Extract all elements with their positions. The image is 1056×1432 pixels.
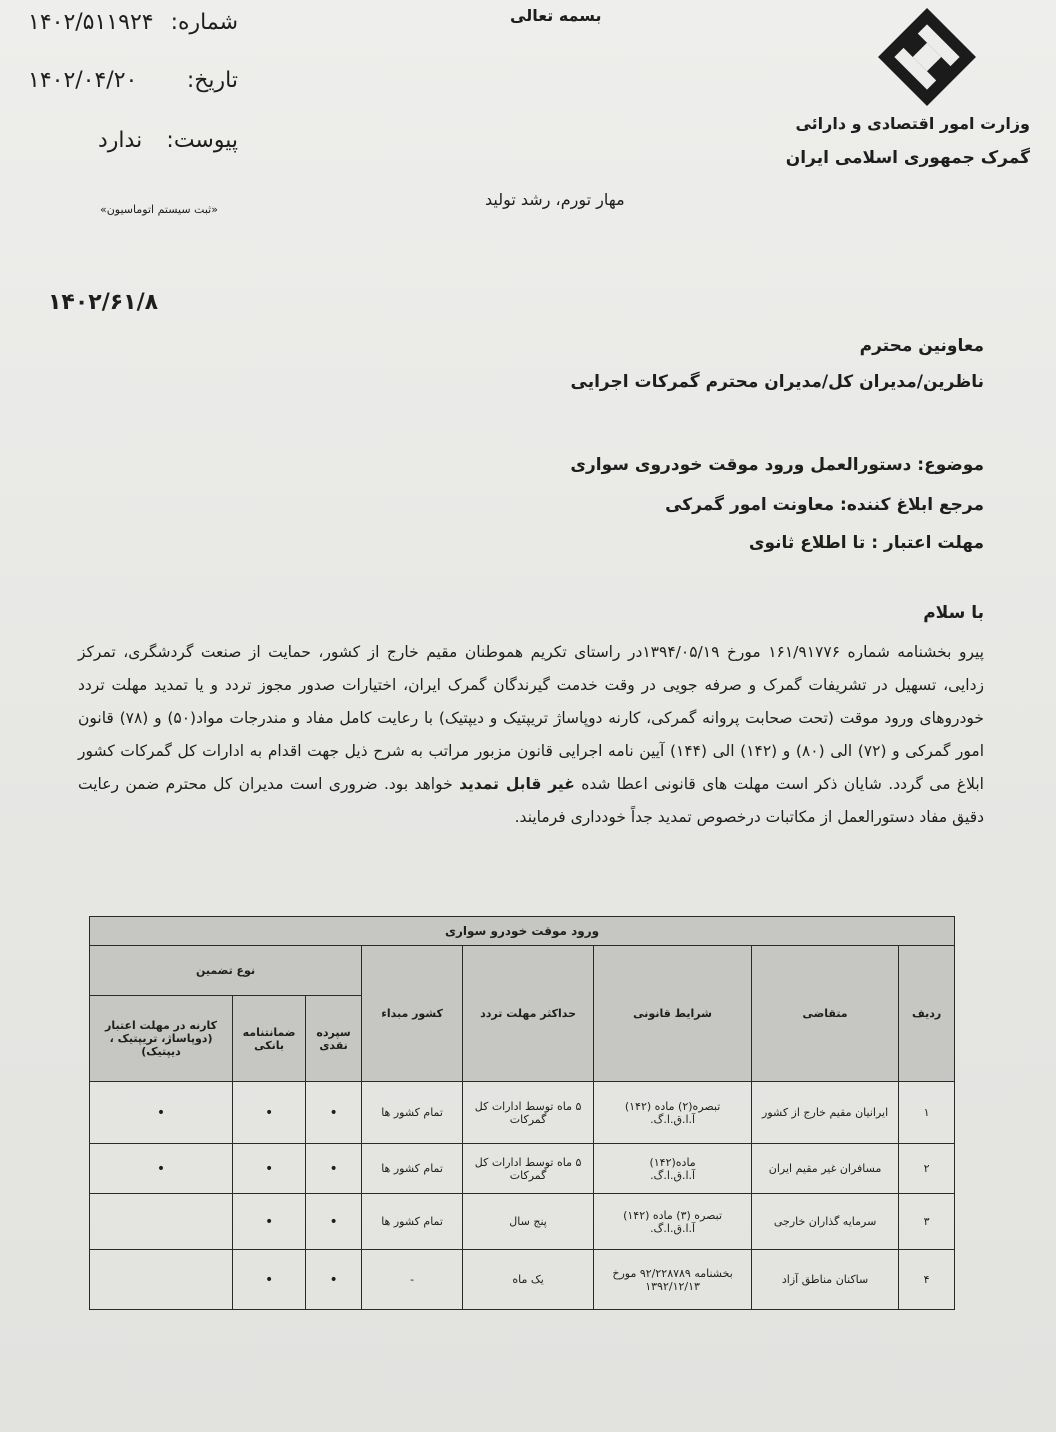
body-text-part-2: خواهد بود. ضروری است مدیران کل محترم ضمن رعایت دقیق مفاد دستورالعمل از مکاتبات درخصوص تمدید جداً خودداری فرمایند. xyxy=(78,775,984,826)
header-bank: ضمانتنامه بانکی xyxy=(233,996,306,1082)
header-row-number: ردیف xyxy=(899,946,955,1082)
cell-number: ۴ xyxy=(899,1250,955,1310)
greeting: با سلام xyxy=(923,603,984,623)
cell-cash: • xyxy=(306,1144,362,1194)
header-carnet: کارنه در مهلت اعتبار (دوپاساژ، تریپتیک ، دیپتیک) xyxy=(90,996,233,1082)
ministry-name: وزارت امور اقتصادی و دارائی xyxy=(795,114,1030,133)
automation-note: «ثبت سیستم اتوماسیون» xyxy=(100,203,218,216)
basmala: بسمه تعالی xyxy=(510,6,602,25)
cell-carnet: • xyxy=(90,1082,233,1144)
subject-line: موضوع: دستورالعمل ورود موقت خودروی سواری xyxy=(570,455,984,475)
cell-origin: تمام کشور ها xyxy=(362,1144,463,1194)
legal-line-2: آ.ا.ق.ا.گ. xyxy=(650,1168,696,1182)
legal-line-1: تبصره (۳) ماده (۱۴۲) xyxy=(623,1208,723,1222)
recipient-line-1: معاونین محترم xyxy=(859,336,984,356)
date-label: تاریخ: xyxy=(186,68,238,93)
body-text-bold: غیر قابل تمدید xyxy=(459,775,575,793)
handwritten-date: ۱۴۰۲/۶۱/۸ xyxy=(48,290,159,315)
cell-applicant: ایرانیان مقیم خارج از کشور xyxy=(752,1082,899,1144)
cell-applicant: مسافران غیر مقیم ایران xyxy=(752,1144,899,1194)
attachment-field xyxy=(28,128,238,160)
attachment-value: ندارد xyxy=(98,128,143,153)
cell-period: یک ماه xyxy=(463,1250,594,1310)
customs-name: گمرک جمهوری اسلامی ایران xyxy=(785,148,1030,168)
recipient-line-2: ناظرین/مدیران کل/مدیران محترم گمرکات اجرایی xyxy=(570,372,984,392)
cell-applicant: ساکنان مناطق آزاد xyxy=(752,1250,899,1310)
header-origin: کشور مبداء xyxy=(362,946,463,1082)
date-value: ۱۴۰۲/۰۴/۲۰ xyxy=(28,68,138,93)
number-label: شماره: xyxy=(170,10,238,35)
date-field xyxy=(28,68,238,100)
cell-legal xyxy=(594,1194,752,1250)
cell-period: ۵ ماه توسط ادارات کل گمرکات xyxy=(463,1082,594,1144)
cell-carnet xyxy=(90,1194,233,1250)
cell-cash: • xyxy=(306,1250,362,1310)
issuer-line: مرجع ابلاغ کننده: معاونت امور گمرکی xyxy=(665,495,984,515)
cell-cash: • xyxy=(306,1082,362,1144)
cell-bank: • xyxy=(233,1082,306,1144)
body-text-part-1: پیرو بخشنامه شماره ۱۶۱/۹۱۷۷۶ مورخ ۱۳۹۴/۰۵/۱۹در راستای تکریم هموطنان مقیم خارج از کشور، حمایت از صنعت گردشگری، تمرکز زدایی، تسهیل در تشریفات گمرک و صرفه جویی در وقت خدمت گیرندگان گمرک ایران، اختیارات صدور مجوز تردد و یا تمدید مهلت تردد خودروهای ورود موقت (تحت صحابت پروانه گمرکی، کارنه دوپاساژ تریپتیک و دیپتیک) با رعایت کامل مفاد و مندرجات مواد(۵۰) و (۷۸) قانون امور گمرکی و (۷۲) الی (۸۰) و (۱۴۲) الی (۱۴۴) آیین نامه اجرایی قانون مزبور مراتب به شرح ذیل جهت اقدام به ادارات کل گمرکات کشور ابلاغ می گردد. شایان ذکر است مهلت های قانونی اعطا شده xyxy=(78,643,985,793)
cell-origin: تمام کشور ها xyxy=(362,1194,463,1250)
cell-bank: • xyxy=(233,1144,306,1194)
legal-line-2: آ.ا.ق.ا.گ. xyxy=(650,1221,696,1235)
cell-origin: - xyxy=(362,1250,463,1310)
number-field xyxy=(28,10,238,42)
table-row xyxy=(90,1194,955,1250)
table-row xyxy=(90,1144,955,1194)
cell-carnet xyxy=(90,1250,233,1310)
validity-line: مهلت اعتبار : تا اطلاع ثانوی xyxy=(748,533,984,553)
cell-number: ۱ xyxy=(899,1082,955,1144)
header-applicant: متقاضی xyxy=(752,946,899,1082)
cell-number: ۲ xyxy=(899,1144,955,1194)
attachment-label: پیوست: xyxy=(166,128,238,153)
cell-legal xyxy=(594,1250,752,1310)
customs-logo-icon xyxy=(876,6,978,108)
header-guarantee: نوع تضمین xyxy=(90,946,362,996)
table-title: ورود موقت خودرو سواری xyxy=(90,917,955,946)
vehicle-import-table xyxy=(89,916,955,1310)
legal-line-1: بخشنامه ۹۲/۲۲۸۷۸۹ مورخ xyxy=(612,1266,733,1280)
cell-carnet: • xyxy=(90,1144,233,1194)
cell-origin: تمام کشور ها xyxy=(362,1082,463,1144)
cell-period: پنج سال xyxy=(463,1194,594,1250)
number-value: ۱۴۰۲/۵۱۱۹۲۴ xyxy=(28,10,154,35)
legal-line-2: ۱۳۹۲/۱۲/۱۳ xyxy=(645,1279,700,1293)
cell-number: ۳ xyxy=(899,1194,955,1250)
cell-applicant: سرمایه گذاران خارجی xyxy=(752,1194,899,1250)
cell-bank: • xyxy=(233,1194,306,1250)
table-row xyxy=(90,1250,955,1310)
cell-cash: • xyxy=(306,1194,362,1250)
header-max-period: حداکثر مهلت تردد xyxy=(463,946,594,1082)
legal-line-1: ماده(۱۴۲) xyxy=(649,1155,696,1169)
cell-bank: • xyxy=(233,1250,306,1310)
header-legal: شرایط قانونی xyxy=(594,946,752,1082)
motto: مهار تورم، رشد تولید xyxy=(485,190,625,209)
letter-body xyxy=(78,636,984,834)
legal-line-2: آ.ا.ق.ا.گ. xyxy=(650,1112,696,1126)
cell-legal xyxy=(594,1144,752,1194)
cell-legal xyxy=(594,1082,752,1144)
table-row xyxy=(90,1082,955,1144)
legal-line-1: تبصره(۲) ماده (۱۴۲) xyxy=(624,1099,721,1113)
cell-period: ۵ ماه توسط ادارات کل گمرکات xyxy=(463,1144,594,1194)
header-cash: سپرده نقدی xyxy=(306,996,362,1082)
